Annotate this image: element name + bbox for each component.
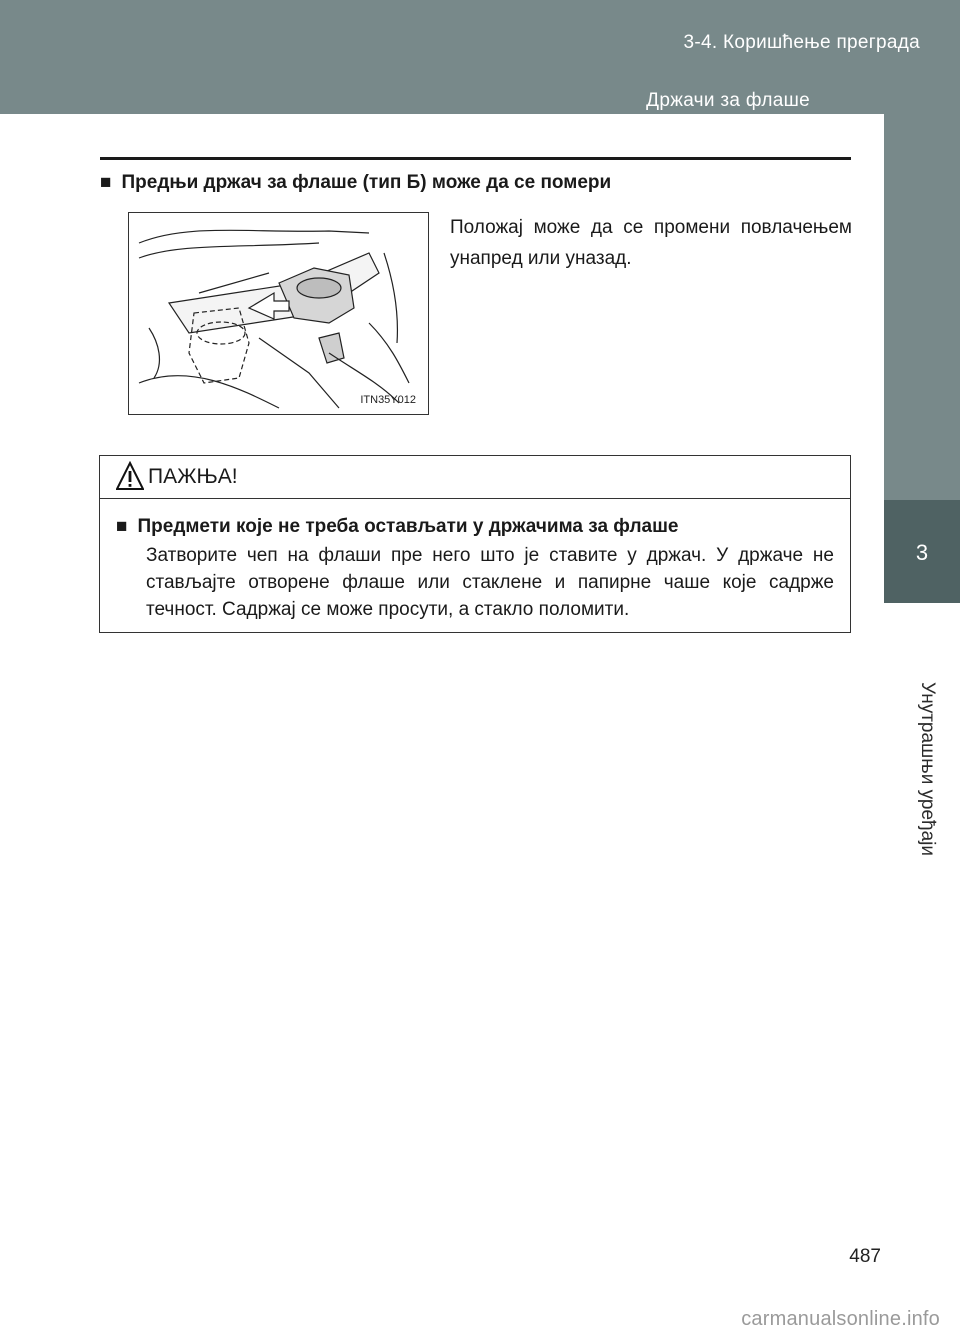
heading-text: Предњи држач за флаше (тип Б) може да се помери xyxy=(121,172,612,193)
caution-body: Затворите чеп на флаши пре него што је ставите у држач. У држаче не стављајте отворене флаше или стаклене и папирне чаше које садрже течност. Садржај се може просути, а стакло поломити. xyxy=(146,545,834,620)
chapter-title: Унутрашњи уређаји xyxy=(917,682,938,857)
warning-triangle-icon xyxy=(116,461,144,496)
page-number: 487 xyxy=(849,1246,881,1267)
side-tab xyxy=(884,114,960,500)
caution-title-row xyxy=(100,456,850,499)
chapter-box xyxy=(884,500,960,603)
chapter-title-vertical xyxy=(908,682,938,857)
chapter-number: 3 xyxy=(915,540,929,565)
section-heading xyxy=(100,172,611,194)
caution-box xyxy=(99,455,851,633)
page-header xyxy=(0,0,960,114)
description-text: Положај може да се промени повлачењем унапред или уназад. xyxy=(450,217,852,269)
heading-marker: ■ xyxy=(100,172,112,193)
cup-holder-illustration xyxy=(129,213,427,413)
watermark: carmanualsonline.info xyxy=(741,1308,940,1330)
section-title: 3-4. Коришћење преграда xyxy=(683,32,920,53)
caution-marker: ■ xyxy=(116,516,128,537)
caution-subheading xyxy=(116,516,679,538)
caution-subheading-text: Предмети које не треба остављати у држачима за флаше xyxy=(137,516,679,537)
page-subtitle: Држачи за флаше xyxy=(646,90,810,111)
heading-rule xyxy=(100,157,851,160)
figure-code: ITN35Y012 xyxy=(360,394,416,406)
illustration-figure xyxy=(128,212,429,415)
caution-title: ПАЖЊА! xyxy=(148,465,238,488)
